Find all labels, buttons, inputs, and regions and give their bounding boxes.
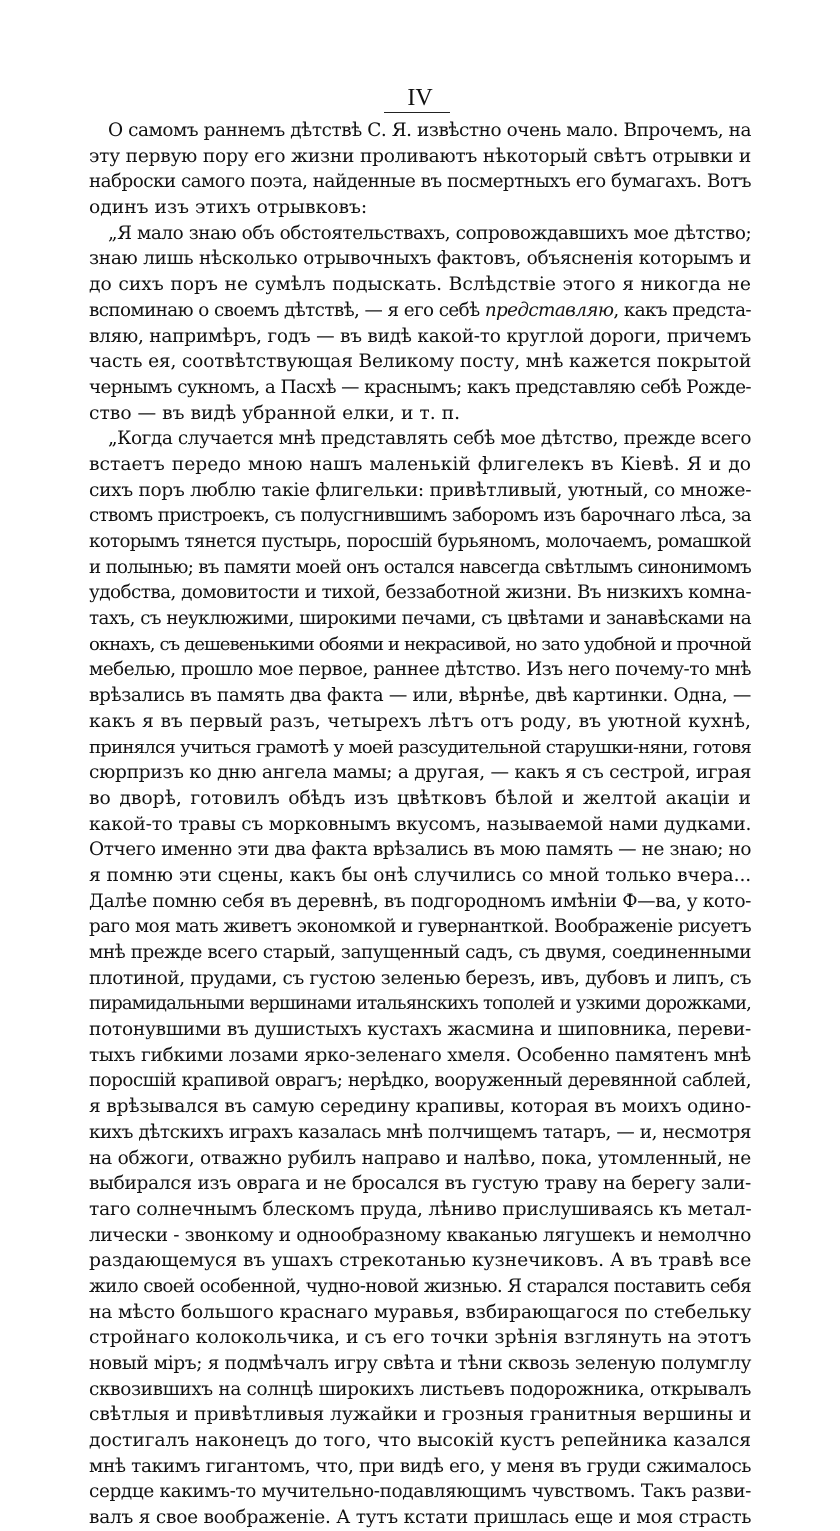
text-line: Отчего именно эти два факта врѣзались въ мою память — не знаю; но [89,839,752,861]
text-line: сквозившихъ на солнцѣ широкихъ листьевъ подорожника, открывалъ [89,1378,751,1400]
text-line: эту первую пору его жизни проливаютъ нѣкоторый свѣтъ отрывки и [89,145,751,167]
text-line: на обжоги, отважно рубилъ направо и налѣво, пока, утомленный, не [89,1147,751,1169]
text-line: свѣтлыя и привѣтливыя лужайки и грозныя гранитныя вершины и [89,1404,752,1426]
text-line: кихъ дѣтскихъ играхъ казалась мнѣ полчищемъ татаръ, — и, несмотря [89,1121,751,1143]
text-line: окнахъ, съ дешевенькими обоями и некрасивой, но зато удобной и прочной [89,633,751,655]
text-line: какой-то травы съ морковнымъ вкусомъ, называемой нами дудками. [89,813,752,835]
text-line: врѣзались въ память два факта — или, вѣрнѣе, двѣ картинки. Одна, — [89,685,751,707]
text-line: мнѣ прежде всего старый, запущенный садъ, съ двумя, соединенными [89,942,751,963]
text-line: „Я мало знаю объ обстоятельствахъ, сопровождавшихъ мое дѣтство; [108,222,752,244]
text-line: плотиной, прудами, съ густою зеленью березъ, ивъ, дубовъ и липъ, съ [89,967,752,989]
text-line: во дворѣ, готовилъ обѣдъ изъ цвѣтковъ бѣлой и желтой акаціи и [89,787,751,809]
text-line: достигалъ наконецъ до того, что высокій кустъ репейника казался [89,1430,751,1452]
text-line: до сихъ поръ не сумѣлъ подыскать. Вслѣдствіе этого я никогда не [89,274,751,296]
text-line: поросшій крапивой оврагъ; нерѣдко, вооруженный деревянной саблей, [89,1070,751,1092]
text-line: Далѣе помню себя въ деревнѣ, въ подгородномъ имѣніи Ф—ва, у кото- [89,890,751,912]
paragraph [89,426,751,1531]
text-line: сердце какимъ-то мучительно-подавляющимъ чувствомъ. Такъ разви- [89,1481,751,1503]
text-line: мебелью, прошло мое первое, раннее дѣтство. Изъ него почему-то мнѣ [89,659,751,681]
text-line: О самомъ раннемъ дѣтствѣ С. Я. извѣстно очень мало. Впрочемъ, на [108,120,751,141]
text-line: чернымъ сукномъ, а Пасхѣ — краснымъ; какъ представляю себѣ Рожде- [89,376,751,398]
text-line: удобства, домовитости и тихой, беззаботной жизни. Въ низкихъ комна- [89,582,751,604]
text-line: мнѣ такимъ гигантомъ, что, при видѣ его, у меня въ груди сжималось [89,1455,752,1477]
text-line: встаетъ передо мною нашъ маленькій флигелекъ въ Кіевѣ. Я и до [89,453,751,475]
paragraph [89,221,751,427]
body-text [89,118,751,1531]
text-line: принялся учиться грамотѣ у моей разсудительной старушки-няни, готовя [89,736,751,758]
text-line: стройнаго колокольчика, и съ его точки зрѣнія взглянуть на этотъ [89,1327,752,1349]
page-number-rule [384,112,450,113]
text-line: знаю лишь нѣсколько отрывочныхъ фактовъ, объясненія которымъ и [89,248,751,270]
text-line: и полынью; въ памяти моей онъ остался навсегда свѣтлымъ синонимомъ [89,556,751,578]
text-line: я помню эти сцены, какъ бы онѣ случились со мной только вчера... [89,864,752,886]
text-line: которымъ тянется пустырь, поросшій бурьяномъ, молочаемъ, ромашкой [89,531,751,552]
emphasis-text: представляю [484,299,614,321]
text-line: валъ я свое воображеніе. А тутъ кстати пришлась еще и моя страсть [89,1507,752,1529]
text-line: ство — въ видѣ убранной елки, и т. п. [89,402,461,424]
text-line: сихъ поръ люблю такіе флигельки: привѣтливый, уютный, со множе- [89,479,752,501]
text-line: наброски самого поэта, найденные въ посмертныхъ его бумагахъ. Вотъ [89,171,751,193]
text-line: часть ея, соотвѣтствующая Великому посту, мнѣ кажется покрытой [89,351,752,373]
paragraph [89,118,751,221]
text-line: одинъ изъ этихъ отрывковъ: [89,197,368,219]
text-line: жило своей особенной, чудно-новой жизнью. Я старался поставить себя [89,1275,751,1297]
text-line: новый міръ; я подмѣчалъ игру свѣта и тѣни сквозь зеленую полумглу [89,1353,752,1374]
text-line: сюрпризъ ко дню ангела мамы; а другая, — какъ я съ сестрой, играя [89,762,752,784]
text-line: вспоминаю о своемъ дѣтствѣ, — я его себѣ представляю, какъ предста- [89,299,752,321]
text-line: ствомъ пристроекъ, съ полусгнившимъ заборомъ изъ барочнаго лѣса, за [89,505,751,527]
text-line: я врѣзывался въ самую середину крапивы, которая въ моихъ одино- [89,1096,751,1118]
text-line: раздающемуся въ ушахъ стрекотанью кузнечиковъ. А въ травѣ все [89,1250,752,1272]
text-line: пирамидальными вершинами итальянскихъ тополей и узкими дорожками, [89,993,751,1015]
text-line: выбирался изъ оврага и не бросался въ густую траву на берегу зали- [89,1173,751,1195]
text-line: какъ я въ первый разъ, четырехъ лѣтъ отъ роду, въ уютной кухнѣ, [89,710,751,732]
text-line: раго моя мать живетъ экономкой и гувернанткой. Воображеніе рисуетъ [89,916,751,938]
text-line: потонувшими въ душистыхъ кустахъ жасмина и шиповника, переви- [89,1019,751,1041]
text-line: вляю, напримѣръ, годъ — въ видѣ какой-то круглой дороги, причемъ [89,325,751,347]
text-line: лически - звонкому и однообразному кваканью лягушекъ и немолчно [89,1224,751,1246]
text-line: таго солнечнымъ блескомъ пруда, лѣниво прислушиваясь къ метал- [89,1198,752,1220]
text-line: тахъ, съ неуклюжими, широкими печами, съ цвѣтами и занавѣсками на [89,608,751,630]
page-number: IV [407,85,433,111]
text-line: „Когда случается мнѣ представлять себѣ мое дѣтство, прежде всего [108,428,752,450]
text-line: на мѣсто большого краснаго муравья, взбирающагося по стебельку [89,1301,752,1323]
text-line: тыхъ гибкими лозами ярко-зеленаго хмеля. Особенно памятенъ мнѣ [89,1044,751,1066]
